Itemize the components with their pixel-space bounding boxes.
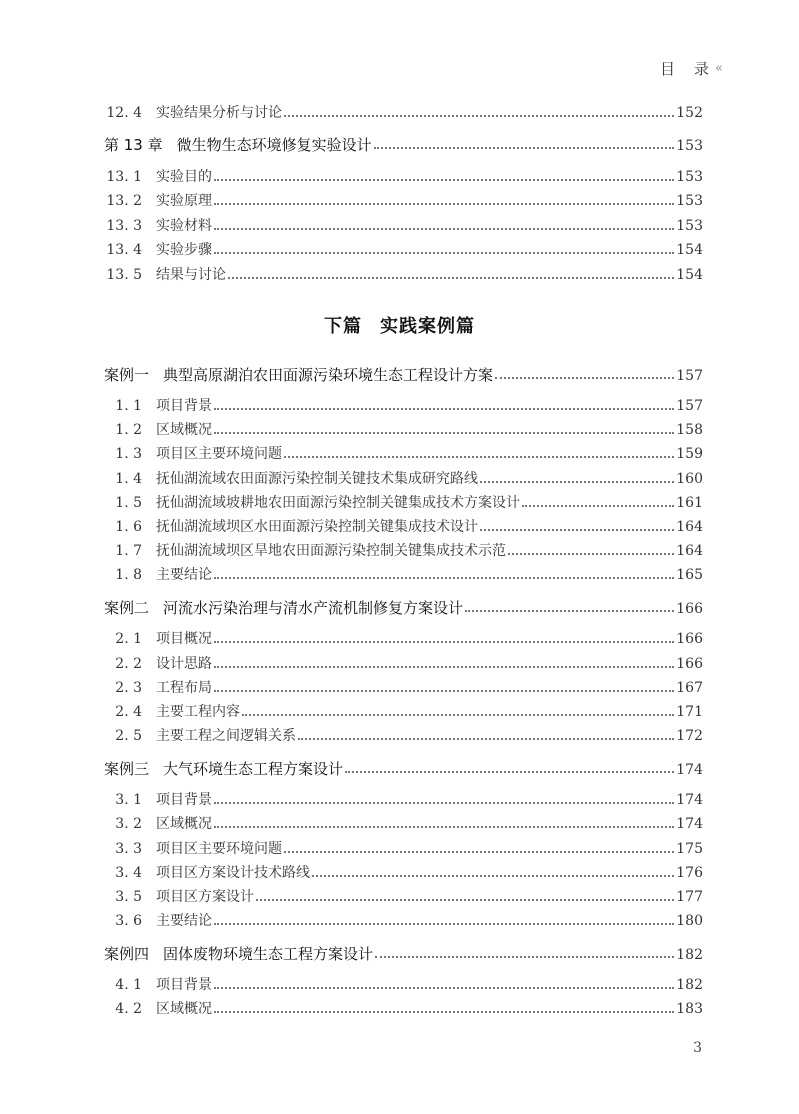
entry-page: 153: [676, 218, 703, 234]
entry-title: 微生物生态环境修复实验设计: [176, 136, 372, 154]
entry-page: 172: [676, 728, 703, 744]
entry-page: 174: [676, 762, 703, 778]
entry-number: 1. 4: [115, 471, 142, 487]
entry-page: 180: [676, 913, 703, 929]
entry-title: 河流水污染治理与清水产流机制修复方案设计: [163, 599, 464, 617]
entry-page: 153: [676, 193, 703, 209]
toc-section-entry[interactable]: [0, 395, 703, 417]
entry-number: 13. 4: [106, 242, 142, 258]
toc-section-entry[interactable]: [0, 701, 703, 723]
dot-leader: [508, 553, 674, 555]
dot-leader: [374, 147, 675, 149]
toc-chapter-entry[interactable]: [0, 943, 703, 965]
entry-title: 结果与讨论: [156, 267, 226, 283]
entry-page: 167: [676, 680, 703, 696]
toc-section-entry[interactable]: [0, 910, 703, 932]
page-number: 3: [693, 1040, 702, 1056]
entry-page: 166: [676, 631, 703, 647]
entry-page: 164: [676, 519, 703, 535]
entry-title: 实验原理: [156, 193, 212, 209]
toc-section-entry[interactable]: [0, 516, 703, 538]
entry-page: 166: [676, 601, 703, 617]
toc-section-entry[interactable]: [0, 190, 703, 212]
toc-section-entry[interactable]: [0, 862, 703, 884]
dot-leader: [214, 641, 674, 643]
entry-title: 工程布局: [156, 680, 212, 696]
toc-chapter-entry[interactable]: [0, 597, 703, 619]
entry-page: 171: [676, 704, 703, 720]
entry-number: 4. 1: [115, 977, 142, 993]
entry-title: 大气环境生态工程方案设计: [163, 760, 344, 778]
toc-section-entry[interactable]: [0, 468, 703, 490]
entry-number: 1. 6: [115, 519, 142, 535]
entry-number: 3. 2: [115, 816, 142, 832]
entry-title: 区域概况: [156, 422, 212, 438]
entry-page: 166: [676, 656, 703, 672]
toc-chapter-entry[interactable]: [0, 758, 703, 780]
entry-title: 主要工程之间逻辑关系: [156, 728, 296, 744]
entry-title: 主要工程内容: [156, 704, 240, 720]
entry-number: 4. 2: [115, 1001, 142, 1017]
entry-page: 160: [676, 471, 703, 487]
dot-leader: [214, 802, 674, 804]
toc-section-entry[interactable]: [0, 677, 703, 699]
entry-page: 157: [676, 368, 703, 384]
entry-number: 案例二: [104, 599, 150, 617]
dot-leader: [214, 179, 674, 181]
dot-leader: [284, 851, 674, 853]
part-title: 实践案例篇: [380, 316, 475, 337]
dot-leader: [214, 577, 674, 579]
entry-title: 主要结论: [156, 567, 212, 583]
dot-leader: [495, 377, 674, 379]
toc-section-entry[interactable]: [0, 443, 703, 465]
dot-leader: [284, 456, 674, 458]
dot-leader: [214, 228, 674, 230]
entry-number: 1. 3: [115, 446, 142, 462]
toc-section-entry[interactable]: [0, 215, 703, 237]
dot-leader: [214, 252, 674, 254]
dot-leader: [312, 875, 674, 877]
toc-section-entry[interactable]: [0, 540, 703, 562]
entry-title: 抚仙湖流域坝区水田面源污染控制关键集成技术设计: [156, 519, 478, 535]
toc-section-entry[interactable]: [0, 653, 703, 675]
entry-title: 项目区方案设计技术路线: [156, 865, 310, 881]
entry-title: 主要结论: [156, 913, 212, 929]
entry-number: 13. 2: [106, 193, 142, 209]
toc-section-entry[interactable]: [0, 166, 703, 188]
dot-leader: [298, 738, 674, 740]
entry-number: 2. 3: [115, 680, 142, 696]
dot-leader: [214, 203, 674, 205]
dot-leader: [214, 923, 674, 925]
entry-page: 152: [676, 105, 703, 121]
entry-title: 抚仙湖流域坡耕地农田面源污染控制关键集成技术方案设计: [156, 495, 520, 511]
entry-number: 案例三: [104, 760, 150, 778]
dot-leader: [228, 277, 674, 279]
dot-leader: [214, 408, 674, 410]
entry-title: 典型高原湖泊农田面源污染环境生态工程设计方案: [163, 366, 494, 384]
running-header: [660, 58, 721, 79]
entry-number: 12. 4: [106, 105, 142, 121]
toc-section-entry[interactable]: [0, 838, 703, 860]
entry-title: 固体废物环境生态工程方案设计: [163, 945, 374, 963]
entry-number: 13. 3: [106, 218, 142, 234]
toc-section-entry[interactable]: [0, 974, 703, 996]
entry-page: 154: [676, 267, 703, 283]
entry-title: 设计思路: [156, 656, 212, 672]
entry-page: 161: [676, 495, 703, 511]
chevron-left-icon: «: [715, 61, 721, 76]
entry-number: 3. 3: [115, 841, 142, 857]
entry-page: 182: [676, 977, 703, 993]
entry-number: 1. 7: [115, 543, 142, 559]
entry-number: 3. 4: [115, 865, 142, 881]
toc-chapter-entry[interactable]: [0, 364, 703, 386]
entry-page: 158: [676, 422, 703, 438]
dot-leader: [214, 1011, 674, 1013]
entry-page: 159: [676, 446, 703, 462]
entry-page: 176: [676, 865, 703, 881]
entry-page: 183: [676, 1001, 703, 1017]
toc-section-entry[interactable]: [0, 102, 703, 124]
entry-page: 182: [676, 947, 703, 963]
entry-title: 项目背景: [156, 398, 212, 414]
toc-section-entry[interactable]: [0, 789, 703, 811]
toc-section-entry[interactable]: [0, 886, 703, 908]
dot-leader: [214, 666, 674, 668]
dot-leader: [480, 529, 674, 531]
entry-title: 抚仙湖流域农田面源污染控制关键技术集成研究路线: [156, 471, 478, 487]
entry-page: 174: [676, 792, 703, 808]
dot-leader: [284, 115, 674, 117]
toc-section-entry[interactable]: [0, 564, 703, 586]
toc-section-entry[interactable]: [0, 725, 703, 747]
entry-title: 实验材料: [156, 218, 212, 234]
header-title: 目 录: [660, 60, 712, 78]
dot-leader: [480, 481, 674, 483]
entry-title: 抚仙湖流域坝区旱地农田面源污染控制关键集成技术示范: [156, 543, 506, 559]
entry-number: 1. 1: [115, 398, 142, 414]
entry-number: 3. 1: [115, 792, 142, 808]
entry-page: 154: [676, 242, 703, 258]
entry-title: 项目背景: [156, 792, 212, 808]
entry-title: 项目区主要环境问题: [156, 446, 282, 462]
entry-number: 1. 8: [115, 567, 142, 583]
entry-page: 153: [676, 138, 703, 154]
entry-title: 实验结果分析与讨论: [156, 105, 282, 121]
entry-title: 实验目的: [156, 169, 212, 185]
dot-leader: [214, 987, 674, 989]
toc-section-entry[interactable]: [0, 239, 703, 261]
part-heading: [0, 312, 799, 338]
entry-page: 174: [676, 816, 703, 832]
entry-number: 2. 4: [115, 704, 142, 720]
entry-number: 3. 5: [115, 889, 142, 905]
toc-section-entry[interactable]: [0, 264, 703, 286]
entry-number: 1. 2: [115, 422, 142, 438]
entry-number: 2. 2: [115, 656, 142, 672]
entry-page: 175: [676, 841, 703, 857]
dot-leader: [345, 771, 674, 773]
entry-number: 13. 5: [106, 267, 142, 283]
entry-title: 区域概况: [156, 1001, 212, 1017]
entry-number: 案例一: [104, 366, 150, 384]
entry-title: 项目区方案设计: [156, 889, 254, 905]
dot-leader: [214, 690, 674, 692]
entry-page: 165: [676, 567, 703, 583]
entry-number: 第 13 章: [104, 136, 163, 154]
toc-section-entry[interactable]: [0, 813, 703, 835]
part-label: 下篇: [324, 316, 362, 337]
toc-section-entry[interactable]: [0, 492, 703, 514]
dot-leader: [242, 714, 674, 716]
entry-number: 2. 5: [115, 728, 142, 744]
entry-title: 项目概况: [156, 631, 212, 647]
entry-number: 案例四: [104, 945, 150, 963]
entry-title: 实验步骤: [156, 242, 212, 258]
entry-page: 157: [676, 398, 703, 414]
toc-section-entry[interactable]: [0, 419, 703, 441]
dot-leader: [214, 432, 674, 434]
dot-leader: [465, 610, 674, 612]
entry-number: 1. 5: [115, 495, 142, 511]
entry-number: 2. 1: [115, 631, 142, 647]
entry-page: 164: [676, 543, 703, 559]
dot-leader: [214, 826, 674, 828]
entry-title: 项目背景: [156, 977, 212, 993]
entry-number: 13. 1: [106, 169, 142, 185]
entry-title: 项目区主要环境问题: [156, 841, 282, 857]
toc-section-entry[interactable]: [0, 628, 703, 650]
dot-leader: [256, 899, 674, 901]
toc-chapter-entry[interactable]: [0, 134, 703, 156]
entry-title: 区域概况: [156, 816, 212, 832]
toc-section-entry[interactable]: [0, 998, 703, 1020]
dot-leader: [522, 505, 674, 507]
entry-number: 3. 6: [115, 913, 142, 929]
entry-page: 153: [676, 169, 703, 185]
entry-page: 177: [676, 889, 703, 905]
dot-leader: [375, 956, 674, 958]
